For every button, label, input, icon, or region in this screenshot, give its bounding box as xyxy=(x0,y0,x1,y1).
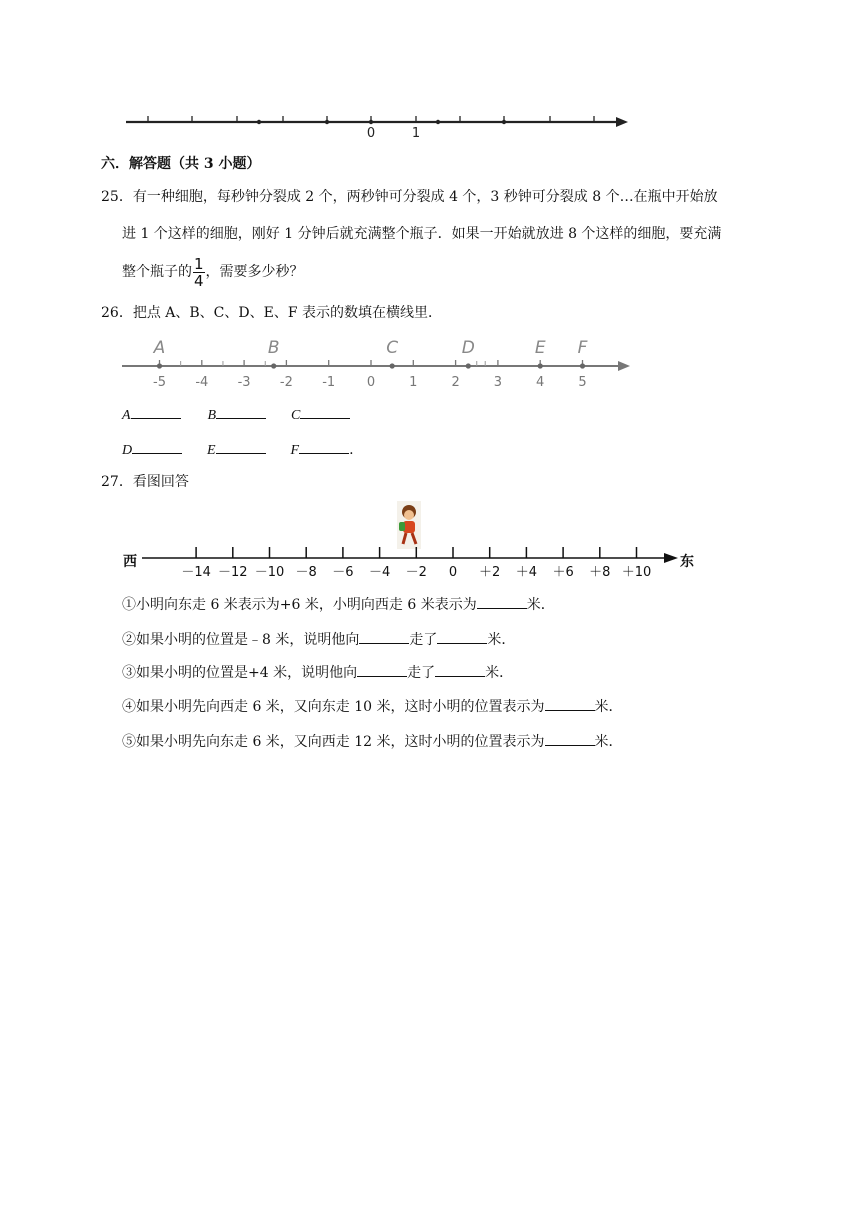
fraction-numerator: 1 xyxy=(194,254,204,273)
q26-tick-label: 0 xyxy=(366,375,376,390)
q26-blank-f[interactable] xyxy=(299,439,349,454)
q26-point-e xyxy=(538,363,543,368)
answer-blank[interactable] xyxy=(357,662,407,677)
q26-point-b xyxy=(271,363,276,368)
section-title: 六．解答题（共 3 小题） xyxy=(101,156,261,172)
q27-item-end: 米． xyxy=(487,632,516,648)
q26-point-label-b: B xyxy=(267,338,280,358)
q26-point-label-c: C xyxy=(386,338,399,358)
q26-tick-label: -4 xyxy=(195,375,209,390)
q26-label-c: C xyxy=(290,408,301,423)
q27-number-line xyxy=(120,498,700,580)
boy-figure-icon xyxy=(397,501,421,549)
q26-blank-a[interactable] xyxy=(131,404,181,419)
q27-tick-label: －8 xyxy=(295,565,317,580)
q26-blank-c[interactable] xyxy=(300,404,350,419)
q27-tick-label: －14 xyxy=(181,565,211,580)
q26-label-b: B xyxy=(207,408,217,423)
q26-answers-row1 xyxy=(122,404,350,426)
q26-label-f: F xyxy=(290,443,300,458)
q26-point-label-f: F xyxy=(577,338,588,358)
q27-item-text: ①小明向东走 6 米表示为+6 米，小明向西走 6 米表示为 xyxy=(122,597,477,613)
q27-item-5 xyxy=(122,731,623,752)
q27-item-3 xyxy=(122,662,513,683)
q27-tick-label: ＋8 xyxy=(589,565,611,580)
q27-item-end: 米． xyxy=(526,597,555,613)
fraction-one-quarter xyxy=(193,256,205,289)
q27-tick-label: －4 xyxy=(368,565,391,580)
q27-tick-label: 0 xyxy=(448,565,458,580)
q26-point-label-a: A xyxy=(153,338,166,358)
q26-tick-label: -2 xyxy=(279,375,293,390)
q27-item-text: ②如果小明的位置是﹣8 米，说明他向 xyxy=(122,632,360,648)
q27-tick-label: －2 xyxy=(405,565,427,580)
q27-tick-label: ＋6 xyxy=(552,565,574,580)
q25-line3 xyxy=(122,254,304,290)
q27-item-mid: 走了 xyxy=(409,632,438,648)
q27-item-1 xyxy=(122,594,555,615)
answer-blank[interactable] xyxy=(437,629,487,644)
q26-blank-b[interactable] xyxy=(216,404,266,419)
q26-point-label-e: E xyxy=(534,338,546,358)
q27-item-text: ⑤如果小明先向东走 6 米，又向西走 12 米，这时小明的位置表示为 xyxy=(122,734,545,750)
q27-tick-label: －10 xyxy=(254,565,285,580)
q27-item-end: 米． xyxy=(594,699,623,715)
q26-tick-label: 3 xyxy=(493,375,503,390)
q27-tick-label: －6 xyxy=(332,565,354,580)
q26-point-f xyxy=(580,363,585,368)
q26-label-a: A xyxy=(122,408,131,423)
q27-item-text: ④如果小明先向西走 6 米，又向东走 10 米，这时小明的位置表示为 xyxy=(122,699,545,715)
answer-blank[interactable] xyxy=(435,662,485,677)
q26-point-d xyxy=(466,363,471,368)
q27-title: 27．看图回答 xyxy=(101,474,189,490)
q26-title: 26．把点 A、B、C、D、E、F 表示的数填在横线里． xyxy=(101,305,442,321)
q26-point-c xyxy=(390,363,395,368)
top-axis-label-0: 0 xyxy=(366,126,376,141)
q25-line3-post: ，需要多少秒？ xyxy=(205,264,304,280)
q26-blank-d[interactable] xyxy=(132,439,182,454)
q26-tick-label: 4 xyxy=(536,375,545,390)
west-label: 西 xyxy=(123,554,137,570)
q26-answers-row2 xyxy=(122,439,354,461)
answer-blank[interactable] xyxy=(545,696,595,711)
q27-tick-label: ＋2 xyxy=(479,565,501,580)
q26-tick-label: -1 xyxy=(322,375,336,390)
q26-blank-e[interactable] xyxy=(216,439,266,454)
east-label: 东 xyxy=(680,554,694,570)
answer-blank[interactable] xyxy=(477,594,527,609)
fraction-denominator: 4 xyxy=(194,271,204,290)
q26-point-a xyxy=(157,363,162,368)
q26-row2-end: . xyxy=(349,442,354,458)
q27-tick-label: ＋10 xyxy=(621,565,652,580)
q27-item-4 xyxy=(122,696,623,717)
q26-tick-label: 5 xyxy=(578,375,587,390)
q26-tick-label: -3 xyxy=(237,375,251,390)
q25-line1: 25．有一种细胞，每秒钟分裂成 2 个，两秒钟可分裂成 4 个，3 秒钟可分裂成 8 个…在瓶中开始放 xyxy=(101,189,718,205)
q27-item-2 xyxy=(122,629,515,650)
q25-line2: 进 1 个这样的细胞，刚好 1 分钟后就充满整个瓶子．如果一开始就放进 8 个这样的细胞，要充满 xyxy=(122,226,722,242)
q27-item-mid: 走了 xyxy=(407,665,436,681)
q26-tick-label: -5 xyxy=(153,375,166,390)
top-axis-label-1: 1 xyxy=(411,126,421,141)
q27-item-end: 米． xyxy=(485,665,514,681)
q27-tick-label: ＋4 xyxy=(515,565,538,580)
q26-tick-label: 2 xyxy=(451,375,460,390)
q26-point-label-d: D xyxy=(461,338,475,358)
top-number-line xyxy=(120,106,640,142)
q27-item-end: 米． xyxy=(594,734,623,750)
answer-blank[interactable] xyxy=(545,731,595,746)
answer-blank[interactable] xyxy=(359,629,409,644)
q27-tick-label: －12 xyxy=(218,565,248,580)
q26-label-d: D xyxy=(122,443,133,458)
q25-line3-pre: 整个瓶子的 xyxy=(122,264,192,280)
q26-tick-label: 1 xyxy=(409,375,418,390)
q26-number-line xyxy=(118,334,638,394)
q27-item-text: ③如果小明的位置是+4 米，说明他向 xyxy=(122,665,358,681)
q26-label-e: E xyxy=(207,443,216,458)
